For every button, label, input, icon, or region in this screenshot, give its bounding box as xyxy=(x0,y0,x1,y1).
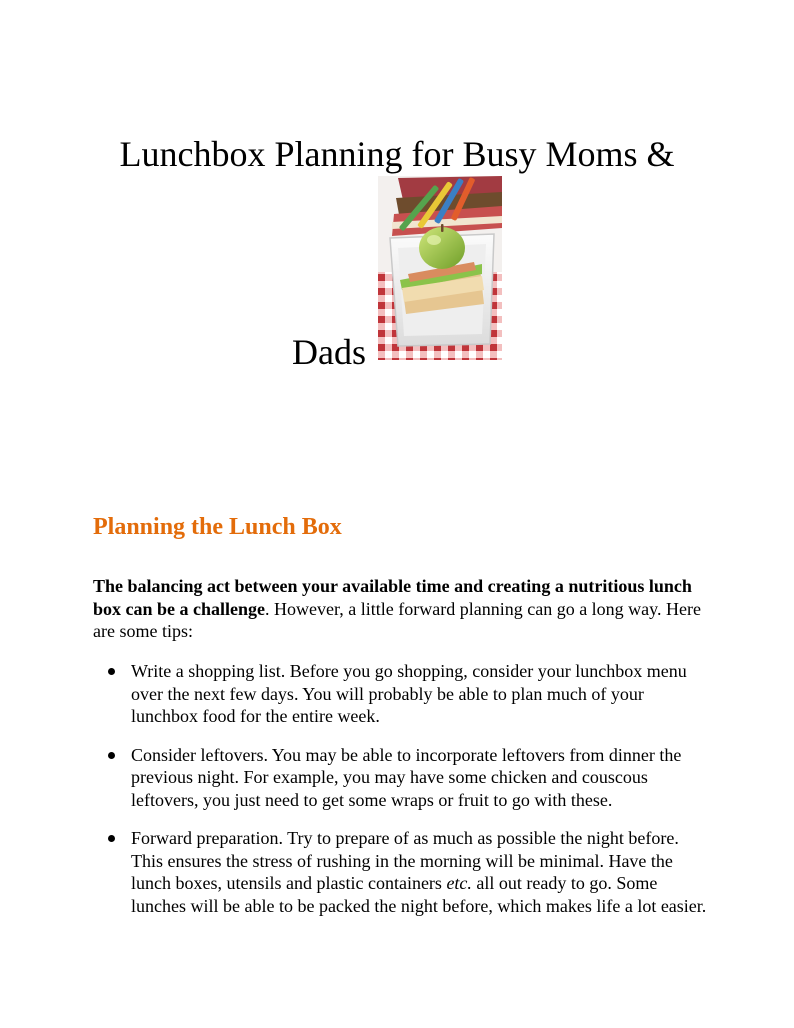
list-item xyxy=(108,827,713,917)
bullet-icon xyxy=(108,835,115,842)
page-title-line-2: Dads xyxy=(292,332,366,372)
tip-italic-text: etc. xyxy=(446,873,472,893)
bullet-icon xyxy=(108,752,115,759)
tips-list xyxy=(108,660,713,933)
tip-text: Write a shopping list. Before you go shopping, consider your lunchbox menu over the next few days. You will probably be able to plan much of your lunchbox food for the entire week. xyxy=(131,661,687,726)
page-title-line-1: Lunchbox Planning for Busy Moms & xyxy=(119,134,675,174)
section-heading: Planning the Lunch Box xyxy=(93,514,342,540)
bullet-icon xyxy=(108,668,115,675)
tip-text: Consider leftovers. You may be able to incorporate leftovers from dinner the previous night. For example, you may have some chicken and couscous leftovers, you just need to get some wraps or fruit to go with these. xyxy=(131,744,682,810)
list-item xyxy=(108,744,713,812)
tip-text: all out ready to go. Some lunches will be able to be packed the night before, which makes life a lot easier. xyxy=(131,873,707,916)
intro-bold-text: The balancing act between your available time and creating a nutritious lunch box can be a challenge xyxy=(93,576,692,619)
lunchbox-photo-icon xyxy=(378,176,502,360)
intro-text: . However, a little forward planning can go a long way. Here are some tips: xyxy=(93,598,701,641)
tip-text: Forward preparation. Try to prepare of as much as possible the night before. This ensures the stress of rushing in the morning will be minimal. Have the lunch boxes, utensils and plastic containers xyxy=(131,828,679,893)
list-item xyxy=(108,660,713,728)
intro-paragraph xyxy=(93,575,713,643)
